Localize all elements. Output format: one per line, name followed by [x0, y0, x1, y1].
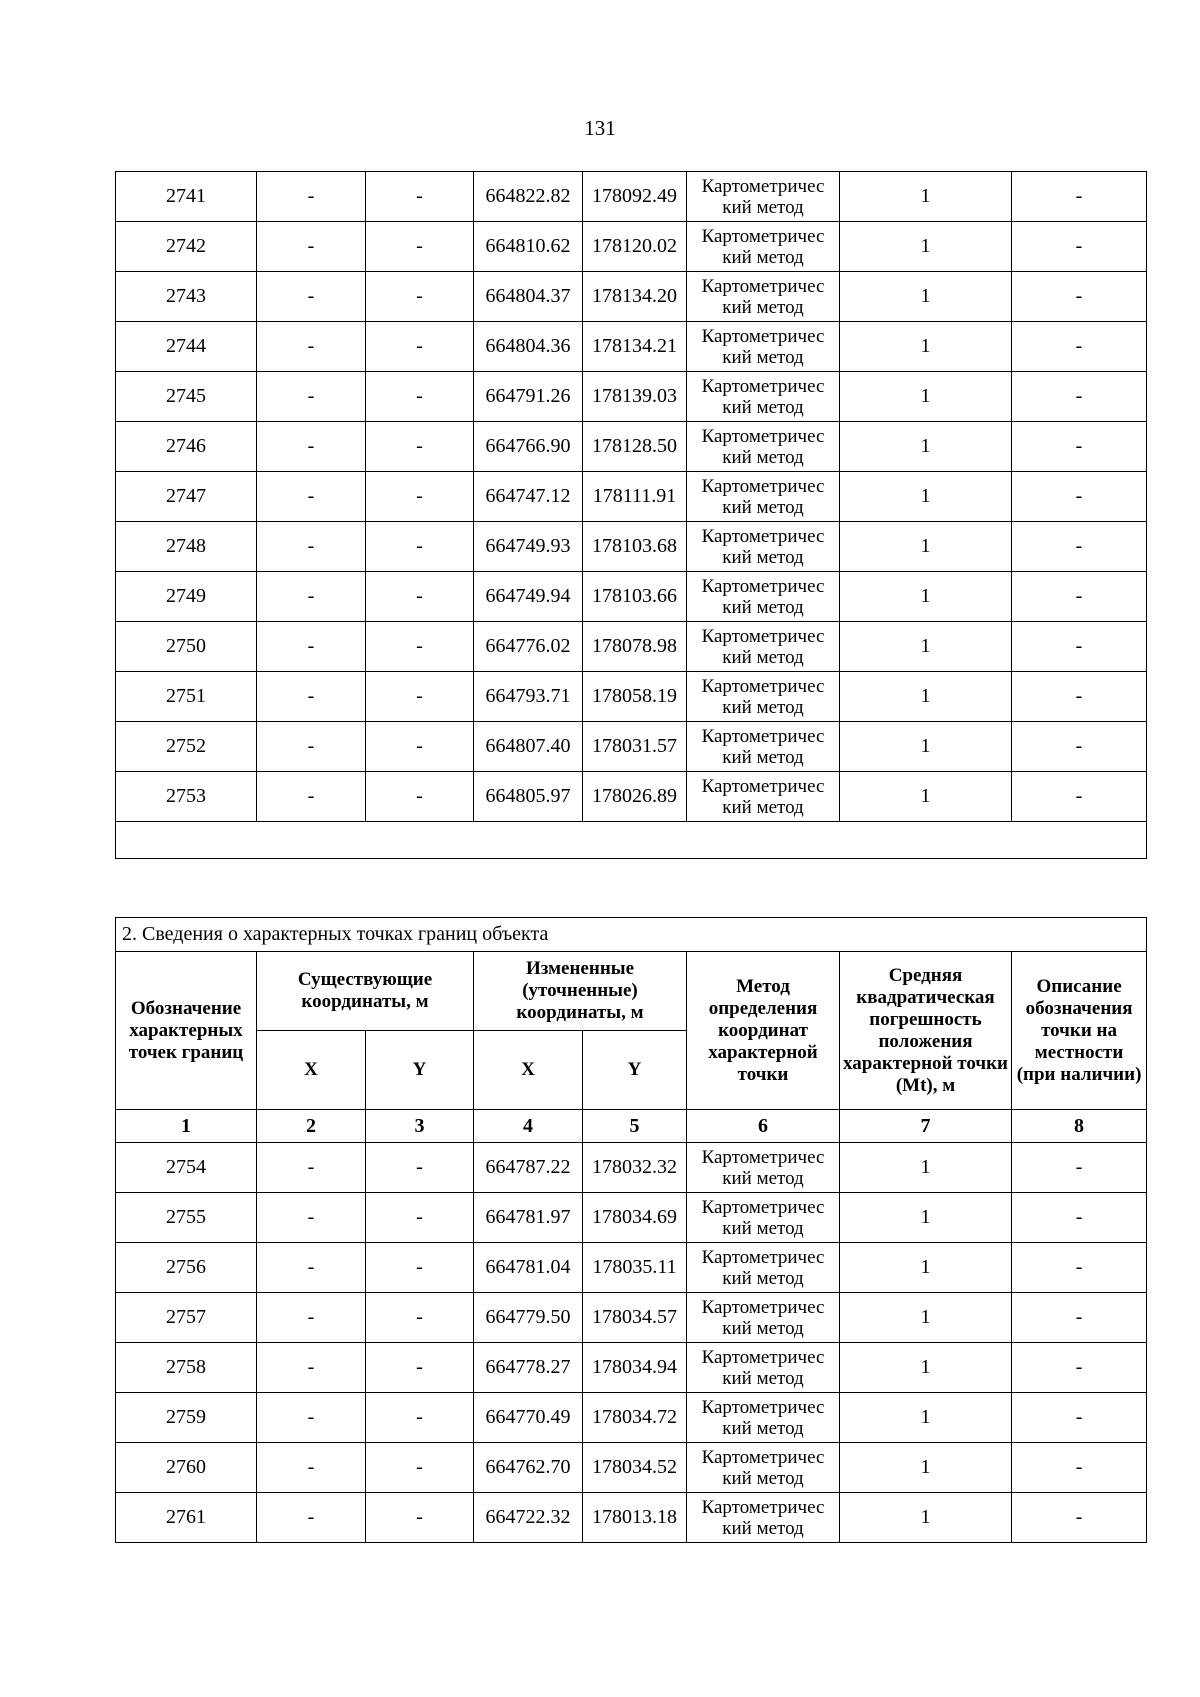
table-row: [116, 172, 1147, 222]
method-cell: [687, 1343, 840, 1393]
method-line-2: кий метод: [722, 346, 804, 368]
method-cell: [687, 1193, 840, 1243]
changed-y-cell: 178034.52: [583, 1443, 687, 1493]
table-row: [116, 222, 1147, 272]
method-line-1: Картометричес: [701, 725, 825, 747]
changed-x-cell: 664747.12: [474, 472, 583, 522]
existing-y-cell: -: [366, 1143, 474, 1193]
method-line-1: Картометричес: [701, 375, 825, 397]
point-cell: 2756: [116, 1243, 257, 1293]
existing-y-cell: -: [366, 322, 474, 372]
changed-x-cell: 664766.90: [474, 422, 583, 472]
description-cell: -: [1012, 772, 1147, 822]
method-cell: [687, 722, 840, 772]
existing-y-cell: -: [366, 522, 474, 572]
changed-y-cell: 178078.98: [583, 622, 687, 672]
existing-y-cell: -: [366, 422, 474, 472]
method-cell: [687, 572, 840, 622]
existing-y-cell: -: [366, 622, 474, 672]
existing-y-cell: -: [366, 1343, 474, 1393]
existing-y-cell: -: [366, 272, 474, 322]
changed-y-cell: 178103.66: [583, 572, 687, 622]
changed-y-cell: 178034.72: [583, 1393, 687, 1443]
method-cell: [687, 1393, 840, 1443]
error-cell: 1: [840, 1393, 1012, 1443]
method-line-2: кий метод: [722, 246, 804, 268]
existing-y-cell: -: [366, 722, 474, 772]
method-line-2: кий метод: [722, 1267, 804, 1289]
existing-y-cell: -: [366, 1243, 474, 1293]
method-line-2: кий метод: [722, 546, 804, 568]
method-cell: [687, 472, 840, 522]
method-cell: [687, 1293, 840, 1343]
method-line-2: кий метод: [722, 1517, 804, 1539]
method-line-1: Картометричес: [701, 175, 825, 197]
point-cell: 2750: [116, 622, 257, 672]
description-cell: -: [1012, 572, 1147, 622]
column-number: 7: [840, 1110, 1012, 1143]
method-cell: [687, 1143, 840, 1193]
header-changed-y: Y: [583, 1031, 687, 1110]
column-number: 8: [1012, 1110, 1147, 1143]
method-line-2: кий метод: [722, 1467, 804, 1489]
description-cell: -: [1012, 1443, 1147, 1493]
existing-x-cell: -: [257, 1243, 366, 1293]
changed-x-cell: 664749.94: [474, 572, 583, 622]
error-cell: 1: [840, 1493, 1012, 1543]
header-changed-x: X: [474, 1031, 583, 1110]
table-row: [116, 1443, 1147, 1493]
description-cell: -: [1012, 172, 1147, 222]
existing-y-cell: -: [366, 222, 474, 272]
point-cell: 2743: [116, 272, 257, 322]
method-line-2: кий метод: [722, 596, 804, 618]
column-number: 6: [687, 1110, 840, 1143]
method-cell: [687, 1493, 840, 1543]
existing-x-cell: -: [257, 372, 366, 422]
changed-y-cell: 178134.21: [583, 322, 687, 372]
table-row: [116, 1393, 1147, 1443]
changed-y-cell: 178092.49: [583, 172, 687, 222]
error-cell: 1: [840, 422, 1012, 472]
changed-x-cell: 664793.71: [474, 672, 583, 722]
method-line-2: кий метод: [722, 1367, 804, 1389]
existing-x-cell: -: [257, 572, 366, 622]
error-cell: 1: [840, 622, 1012, 672]
table-row: [116, 272, 1147, 322]
changed-x-cell: 664779.50: [474, 1293, 583, 1343]
point-cell: 2754: [116, 1143, 257, 1193]
method-line-1: Картометричес: [701, 325, 825, 347]
description-cell: -: [1012, 372, 1147, 422]
point-cell: 2752: [116, 722, 257, 772]
method-line-1: Картометричес: [701, 675, 825, 697]
method-line-2: кий метод: [722, 796, 804, 818]
point-cell: 2751: [116, 672, 257, 722]
table-row: [116, 622, 1147, 672]
description-cell: -: [1012, 422, 1147, 472]
method-line-2: кий метод: [722, 1167, 804, 1189]
method-line-2: кий метод: [722, 196, 804, 218]
existing-x-cell: -: [257, 772, 366, 822]
header-row-1: [116, 952, 1147, 1031]
error-cell: 1: [840, 522, 1012, 572]
changed-y-cell: 178032.32: [583, 1143, 687, 1193]
error-cell: 1: [840, 572, 1012, 622]
changed-y-cell: 178026.89: [583, 772, 687, 822]
changed-x-cell: 664781.97: [474, 1193, 583, 1243]
method-line-2: кий метод: [722, 746, 804, 768]
section-title-row: [116, 918, 1147, 952]
existing-x-cell: -: [257, 422, 366, 472]
existing-y-cell: -: [366, 672, 474, 722]
method-line-1: Картометричес: [701, 275, 825, 297]
existing-x-cell: -: [257, 1393, 366, 1443]
point-cell: 2747: [116, 472, 257, 522]
description-cell: -: [1012, 522, 1147, 572]
section-title: 2. Сведения о характерных точках границ объекта: [116, 918, 1147, 952]
existing-y-cell: -: [366, 372, 474, 422]
header-method: Метод определения координат характерной точки: [687, 952, 840, 1110]
existing-y-cell: -: [366, 172, 474, 222]
existing-x-cell: -: [257, 222, 366, 272]
changed-x-cell: 664810.62: [474, 222, 583, 272]
existing-x-cell: -: [257, 722, 366, 772]
error-cell: 1: [840, 1293, 1012, 1343]
method-cell: [687, 1243, 840, 1293]
point-cell: 2761: [116, 1493, 257, 1543]
existing-x-cell: -: [257, 622, 366, 672]
changed-y-cell: 178058.19: [583, 672, 687, 722]
existing-y-cell: -: [366, 1193, 474, 1243]
existing-x-cell: -: [257, 1443, 366, 1493]
method-line-1: Картометричес: [701, 225, 825, 247]
point-cell: 2744: [116, 322, 257, 372]
table-body: [116, 1143, 1147, 1543]
method-cell: [687, 622, 840, 672]
description-cell: -: [1012, 622, 1147, 672]
table-row: [116, 372, 1147, 422]
existing-y-cell: -: [366, 1393, 474, 1443]
description-cell: -: [1012, 672, 1147, 722]
existing-y-cell: -: [366, 1443, 474, 1493]
description-cell: -: [1012, 222, 1147, 272]
table-row: [116, 1493, 1147, 1543]
changed-x-cell: 664822.82: [474, 172, 583, 222]
table-row: [116, 322, 1147, 372]
column-number: 4: [474, 1110, 583, 1143]
table-row: [116, 1243, 1147, 1293]
method-line-2: кий метод: [722, 396, 804, 418]
table-row: [116, 772, 1147, 822]
existing-y-cell: -: [366, 1293, 474, 1343]
error-cell: 1: [840, 1193, 1012, 1243]
error-cell: 1: [840, 472, 1012, 522]
method-cell: [687, 772, 840, 822]
error-cell: 1: [840, 222, 1012, 272]
changed-x-cell: 664787.22: [474, 1143, 583, 1193]
error-cell: 1: [840, 772, 1012, 822]
changed-x-cell: 664804.36: [474, 322, 583, 372]
table-row: [116, 472, 1147, 522]
method-line-2: кий метод: [722, 296, 804, 318]
description-cell: -: [1012, 1293, 1147, 1343]
method-cell: [687, 672, 840, 722]
header-description: Описание обозначения точки на местности (при наличии): [1012, 952, 1147, 1110]
method-line-1: Картометричес: [701, 1196, 825, 1218]
changed-x-cell: 664776.02: [474, 622, 583, 672]
empty-footer-row: [116, 822, 1147, 859]
column-number: 5: [583, 1110, 687, 1143]
changed-y-cell: 178111.91: [583, 472, 687, 522]
point-cell: 2757: [116, 1293, 257, 1343]
empty-cell: [116, 822, 1147, 859]
method-line-1: Картометричес: [701, 525, 825, 547]
method-line-1: Картометричес: [701, 1146, 825, 1168]
boundary-points-table: [115, 917, 1147, 1543]
method-cell: [687, 272, 840, 322]
table-row: [116, 522, 1147, 572]
existing-x-cell: -: [257, 322, 366, 372]
method-cell: [687, 372, 840, 422]
table-row: [116, 422, 1147, 472]
description-cell: -: [1012, 1393, 1147, 1443]
table-row: [116, 672, 1147, 722]
method-line-2: кий метод: [722, 696, 804, 718]
point-cell: 2748: [116, 522, 257, 572]
error-cell: 1: [840, 1143, 1012, 1193]
header-designation: Обозначение характерных точек границ: [116, 952, 257, 1110]
changed-x-cell: 664722.32: [474, 1493, 583, 1543]
column-number: 1: [116, 1110, 257, 1143]
header-error: Средняя квадратическая погрешность положения характерной точки (Mt), м: [840, 952, 1012, 1110]
column-number-row: [116, 1110, 1147, 1143]
point-cell: 2759: [116, 1393, 257, 1443]
method-line-2: кий метод: [722, 1317, 804, 1339]
existing-y-cell: -: [366, 1493, 474, 1543]
description-cell: -: [1012, 1243, 1147, 1293]
existing-y-cell: -: [366, 472, 474, 522]
existing-x-cell: -: [257, 472, 366, 522]
method-line-1: Картометричес: [701, 475, 825, 497]
method-line-1: Картометричес: [701, 1346, 825, 1368]
changed-x-cell: 664778.27: [474, 1343, 583, 1393]
method-line-2: кий метод: [722, 1417, 804, 1439]
error-cell: 1: [840, 172, 1012, 222]
changed-x-cell: 664805.97: [474, 772, 583, 822]
existing-x-cell: -: [257, 522, 366, 572]
changed-x-cell: 664749.93: [474, 522, 583, 572]
table-row: [116, 1143, 1147, 1193]
changed-y-cell: 178013.18: [583, 1493, 687, 1543]
method-line-1: Картометричес: [701, 425, 825, 447]
method-line-1: Картометричес: [701, 1296, 825, 1318]
point-cell: 2746: [116, 422, 257, 472]
description-cell: -: [1012, 1493, 1147, 1543]
table-row: [116, 1293, 1147, 1343]
existing-x-cell: -: [257, 1493, 366, 1543]
existing-x-cell: -: [257, 272, 366, 322]
changed-y-cell: 178139.03: [583, 372, 687, 422]
error-cell: 1: [840, 1343, 1012, 1393]
changed-y-cell: 178034.57: [583, 1293, 687, 1343]
description-cell: -: [1012, 722, 1147, 772]
header-existing-y: Y: [366, 1031, 474, 1110]
method-cell: [687, 172, 840, 222]
point-cell: 2760: [116, 1443, 257, 1493]
error-cell: 1: [840, 1243, 1012, 1293]
method-line-1: Картометричес: [701, 575, 825, 597]
error-cell: 1: [840, 322, 1012, 372]
changed-y-cell: 178134.20: [583, 272, 687, 322]
error-cell: 1: [840, 272, 1012, 322]
method-cell: [687, 422, 840, 472]
error-cell: 1: [840, 1443, 1012, 1493]
point-cell: 2755: [116, 1193, 257, 1243]
changed-x-cell: 664781.04: [474, 1243, 583, 1293]
method-line-2: кий метод: [722, 1217, 804, 1239]
description-cell: -: [1012, 1143, 1147, 1193]
description-cell: -: [1012, 472, 1147, 522]
description-cell: -: [1012, 1193, 1147, 1243]
error-cell: 1: [840, 722, 1012, 772]
existing-x-cell: -: [257, 172, 366, 222]
changed-x-cell: 664807.40: [474, 722, 583, 772]
point-cell: 2742: [116, 222, 257, 272]
changed-y-cell: 178034.94: [583, 1343, 687, 1393]
changed-y-cell: 178035.11: [583, 1243, 687, 1293]
table-row: [116, 1343, 1147, 1393]
changed-x-cell: 664770.49: [474, 1393, 583, 1443]
method-line-1: Картометричес: [701, 775, 825, 797]
description-cell: -: [1012, 1343, 1147, 1393]
table-row: [116, 1193, 1147, 1243]
changed-y-cell: 178128.50: [583, 422, 687, 472]
point-cell: 2753: [116, 772, 257, 822]
changed-y-cell: 178120.02: [583, 222, 687, 272]
method-line-1: Картометричес: [701, 1496, 825, 1518]
existing-x-cell: -: [257, 672, 366, 722]
table-body: [116, 172, 1147, 822]
header-existing-coordinates: Существующие координаты, м: [257, 952, 474, 1031]
changed-x-cell: 664762.70: [474, 1443, 583, 1493]
existing-y-cell: -: [366, 572, 474, 622]
changed-y-cell: 178103.68: [583, 522, 687, 572]
existing-x-cell: -: [257, 1143, 366, 1193]
method-cell: [687, 522, 840, 572]
method-cell: [687, 222, 840, 272]
coordinates-table-continued: [115, 171, 1147, 859]
method-line-1: Картометричес: [701, 1246, 825, 1268]
column-number: 3: [366, 1110, 474, 1143]
method-line-2: кий метод: [722, 496, 804, 518]
method-line-2: кий метод: [722, 446, 804, 468]
method-line-1: Картометричес: [701, 1396, 825, 1418]
point-cell: 2741: [116, 172, 257, 222]
existing-x-cell: -: [257, 1193, 366, 1243]
table-row: [116, 722, 1147, 772]
description-cell: -: [1012, 272, 1147, 322]
header-changed-coordinates: Измененные (уточненные) координаты, м: [474, 952, 687, 1031]
method-cell: [687, 322, 840, 372]
existing-y-cell: -: [366, 772, 474, 822]
method-line-1: Картометричес: [701, 625, 825, 647]
error-cell: 1: [840, 372, 1012, 422]
changed-y-cell: 178034.69: [583, 1193, 687, 1243]
method-line-2: кий метод: [722, 646, 804, 668]
point-cell: 2745: [116, 372, 257, 422]
table-row: [116, 572, 1147, 622]
changed-x-cell: 664804.37: [474, 272, 583, 322]
existing-x-cell: -: [257, 1293, 366, 1343]
changed-y-cell: 178031.57: [583, 722, 687, 772]
column-number: 2: [257, 1110, 366, 1143]
error-cell: 1: [840, 672, 1012, 722]
point-cell: 2758: [116, 1343, 257, 1393]
changed-x-cell: 664791.26: [474, 372, 583, 422]
point-cell: 2749: [116, 572, 257, 622]
method-cell: [687, 1443, 840, 1493]
method-line-1: Картометричес: [701, 1446, 825, 1468]
description-cell: -: [1012, 322, 1147, 372]
existing-x-cell: -: [257, 1343, 366, 1393]
page-number: 131: [584, 116, 616, 140]
header-existing-x: X: [257, 1031, 366, 1110]
